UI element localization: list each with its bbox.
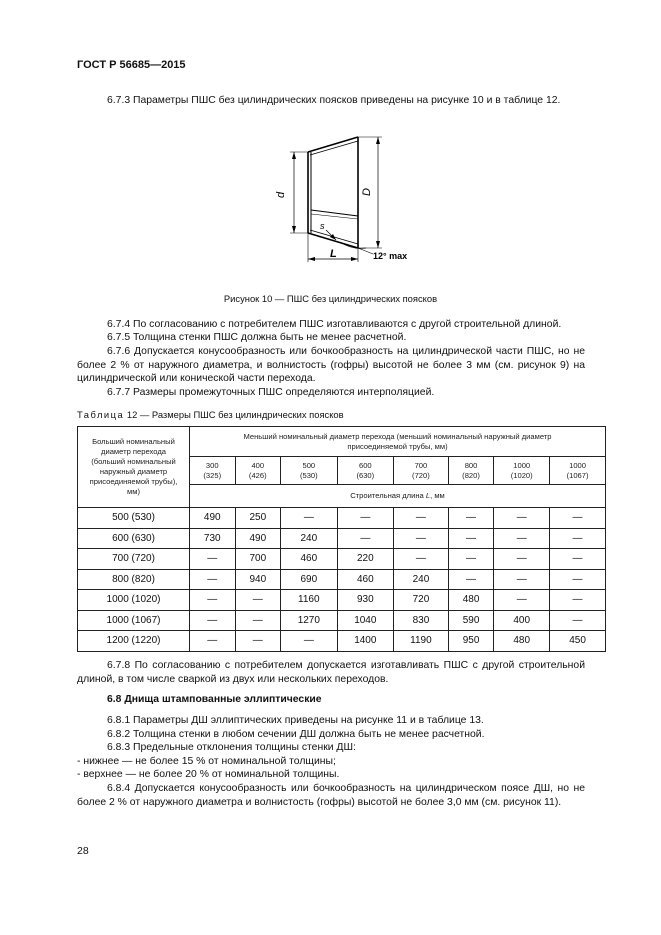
label-d: d — [275, 191, 287, 198]
table-cell: 240 — [281, 528, 338, 549]
paragraph-6-7-6: 6.7.6 Допускается конусообразность или бочкообразность на цилиндрической части ПШС, но не более 2 % от наружного диаметра, и волнистость (гофры) высотой не более 3 мм (см. рисунок 9) на цилиндрической или конической части перехода. — [77, 346, 585, 384]
table-cell: — — [281, 631, 338, 652]
column-header: 700 (720) — [394, 457, 449, 485]
label-s: s — [320, 221, 325, 231]
table-cell: — — [494, 528, 550, 549]
column-header: 600 (630) — [337, 457, 394, 485]
label-angle: 12° max — [373, 251, 408, 261]
table-cell: 1400 — [337, 631, 394, 652]
column-group-header: Меньший номинальный диаметр перехода (меньший номинальный наружный диаметр присоединяемой трубы, мм) — [190, 427, 606, 457]
table-cell: — — [337, 508, 394, 529]
table-cell: — — [448, 569, 494, 590]
paragraph-6-7-3: 6.7.3 Параметры ПШС без цилиндрических поясков приведены на рисунке 10 и в таблице 12. — [107, 95, 561, 106]
table-cell: 240 — [394, 569, 449, 590]
row-label: 1000 (1020) — [78, 590, 190, 611]
column-header: 1000 (1020) — [494, 457, 550, 485]
paragraph-6-7-4: 6.7.4 По согласованию с потребителем ПШС изготавливаются с другой строительной длиной. — [107, 319, 562, 330]
table-cell: 450 — [550, 631, 606, 652]
table-cell: — — [550, 528, 606, 549]
table-cell: — — [494, 508, 550, 529]
column-header: 300 (325) — [190, 457, 236, 485]
column-header: 400 (426) — [235, 457, 281, 485]
table-cell: 490 — [235, 528, 281, 549]
table-row — [78, 508, 606, 529]
label-L: L — [330, 248, 337, 260]
table-cell: — — [448, 549, 494, 570]
table-cell: — — [190, 590, 236, 611]
paragraph-6-7-5: 6.7.5 Толщина стенки ПШС должна быть не менее расчетной. — [107, 332, 407, 343]
column-header: 800 (820) — [448, 457, 494, 485]
paragraph-6-8-2: 6.8.2 Толщина стенки в любом сечении ДШ должна быть не менее расчетной. — [107, 729, 485, 740]
table-cell: — — [550, 590, 606, 611]
figure-caption: Рисунок 10 — ПШС без цилиндрических поясков — [223, 293, 438, 304]
table-cell: 400 — [494, 610, 550, 631]
row-label: 800 (820) — [78, 569, 190, 590]
table-cell: — — [337, 528, 394, 549]
table-cell: — — [550, 549, 606, 570]
page-number: 28 — [77, 845, 89, 857]
paragraph-6-7-7: 6.7.7 Размеры промежуточных ПШС определяются интерполяцией. — [107, 387, 435, 398]
table-cell: — — [190, 569, 236, 590]
row-label: 1200 (1220) — [78, 631, 190, 652]
paragraph-6-8-4: 6.8.4 Допускается конусообразность или бочкообразность на цилиндрическом поясе ДШ, но не более 2 % от наружного диаметра и волнистость (гофры) высотой не более 3,0 мм (см. рисунок 11). — [77, 783, 585, 808]
table-cell: — — [235, 590, 281, 611]
table-cell: — — [550, 508, 606, 529]
table-caption: Таблица 12 — Размеры ПШС без цилиндрических поясков — [77, 409, 344, 420]
table-cell: — — [235, 631, 281, 652]
table-cell: — — [394, 528, 449, 549]
table-cell: 480 — [448, 590, 494, 611]
table-cell: 1190 — [394, 631, 449, 652]
table-cell: — — [550, 610, 606, 631]
table-cell: 1270 — [281, 610, 338, 631]
table-cell: 950 — [448, 631, 494, 652]
table-cell: 1160 — [281, 590, 338, 611]
table-row — [78, 528, 606, 549]
table-cell: 250 — [235, 508, 281, 529]
table-row — [78, 549, 606, 570]
table-cell: 220 — [337, 549, 394, 570]
table-row — [78, 569, 606, 590]
table-cell: 460 — [337, 569, 394, 590]
column-header: 500 (530) — [281, 457, 338, 485]
table-cell: — — [394, 508, 449, 529]
figure-10-drawing — [270, 130, 420, 265]
row-header: Больший номинальный диаметр перехода (больший номинальный наружный диаметр присоединяемой трубы), мм) — [78, 427, 190, 508]
table-cell: — — [494, 569, 550, 590]
table-cell: 490 — [190, 508, 236, 529]
table-row — [78, 590, 606, 611]
table-cell: — — [190, 610, 236, 631]
table-12 — [77, 426, 606, 652]
table-cell: 700 — [235, 549, 281, 570]
list-item-lower: - нижнее — не более 15 % от номинальной толщины; — [77, 756, 336, 767]
table-cell: — — [448, 508, 494, 529]
table-cell: 830 — [394, 610, 449, 631]
paragraph-6-8-3: 6.8.3 Предельные отклонения толщины стенки ДШ: — [107, 742, 356, 753]
section-6-8-heading: 6.8 Днища штампованные эллиптические — [107, 694, 322, 705]
table-cell: — — [394, 549, 449, 570]
table-row — [78, 610, 606, 631]
table-cell: — — [235, 610, 281, 631]
table-cell: 590 — [448, 610, 494, 631]
row-label: 500 (530) — [78, 508, 190, 529]
table-cell: — — [190, 549, 236, 570]
label-D: D — [361, 188, 373, 196]
length-label: Строительная длина L, мм — [190, 485, 606, 508]
table-cell: 730 — [190, 528, 236, 549]
row-label: 600 (630) — [78, 528, 190, 549]
table-cell: 940 — [235, 569, 281, 590]
table-cell: 1040 — [337, 610, 394, 631]
table-cell: — — [494, 590, 550, 611]
table-cell: — — [494, 549, 550, 570]
list-item-upper: - верхнее — не более 20 % от номинальной толщины. — [77, 769, 340, 780]
table-cell: — — [550, 569, 606, 590]
table-cell: — — [448, 528, 494, 549]
row-label: 1000 (1067) — [78, 610, 190, 631]
column-header: 1000 (1067) — [550, 457, 606, 485]
table-cell: — — [281, 508, 338, 529]
table-cell: 930 — [337, 590, 394, 611]
table-cell: 460 — [281, 549, 338, 570]
paragraph-6-8-1: 6.8.1 Параметры ДШ эллиптических приведены на рисунке 11 и в таблице 13. — [107, 715, 484, 726]
row-label: 700 (720) — [78, 549, 190, 570]
paragraph-6-7-8: 6.7.8 По согласованию с потребителем допускается изготавливать ПШС с другой строительной длиной, в том числе сваркой из двух или нескольких переходов. — [77, 660, 585, 685]
table-cell: 480 — [494, 631, 550, 652]
table-cell: 690 — [281, 569, 338, 590]
table-cell: — — [190, 631, 236, 652]
document-header: ГОСТ Р 56685—2015 — [77, 59, 186, 71]
table-row — [78, 631, 606, 652]
table-cell: 720 — [394, 590, 449, 611]
